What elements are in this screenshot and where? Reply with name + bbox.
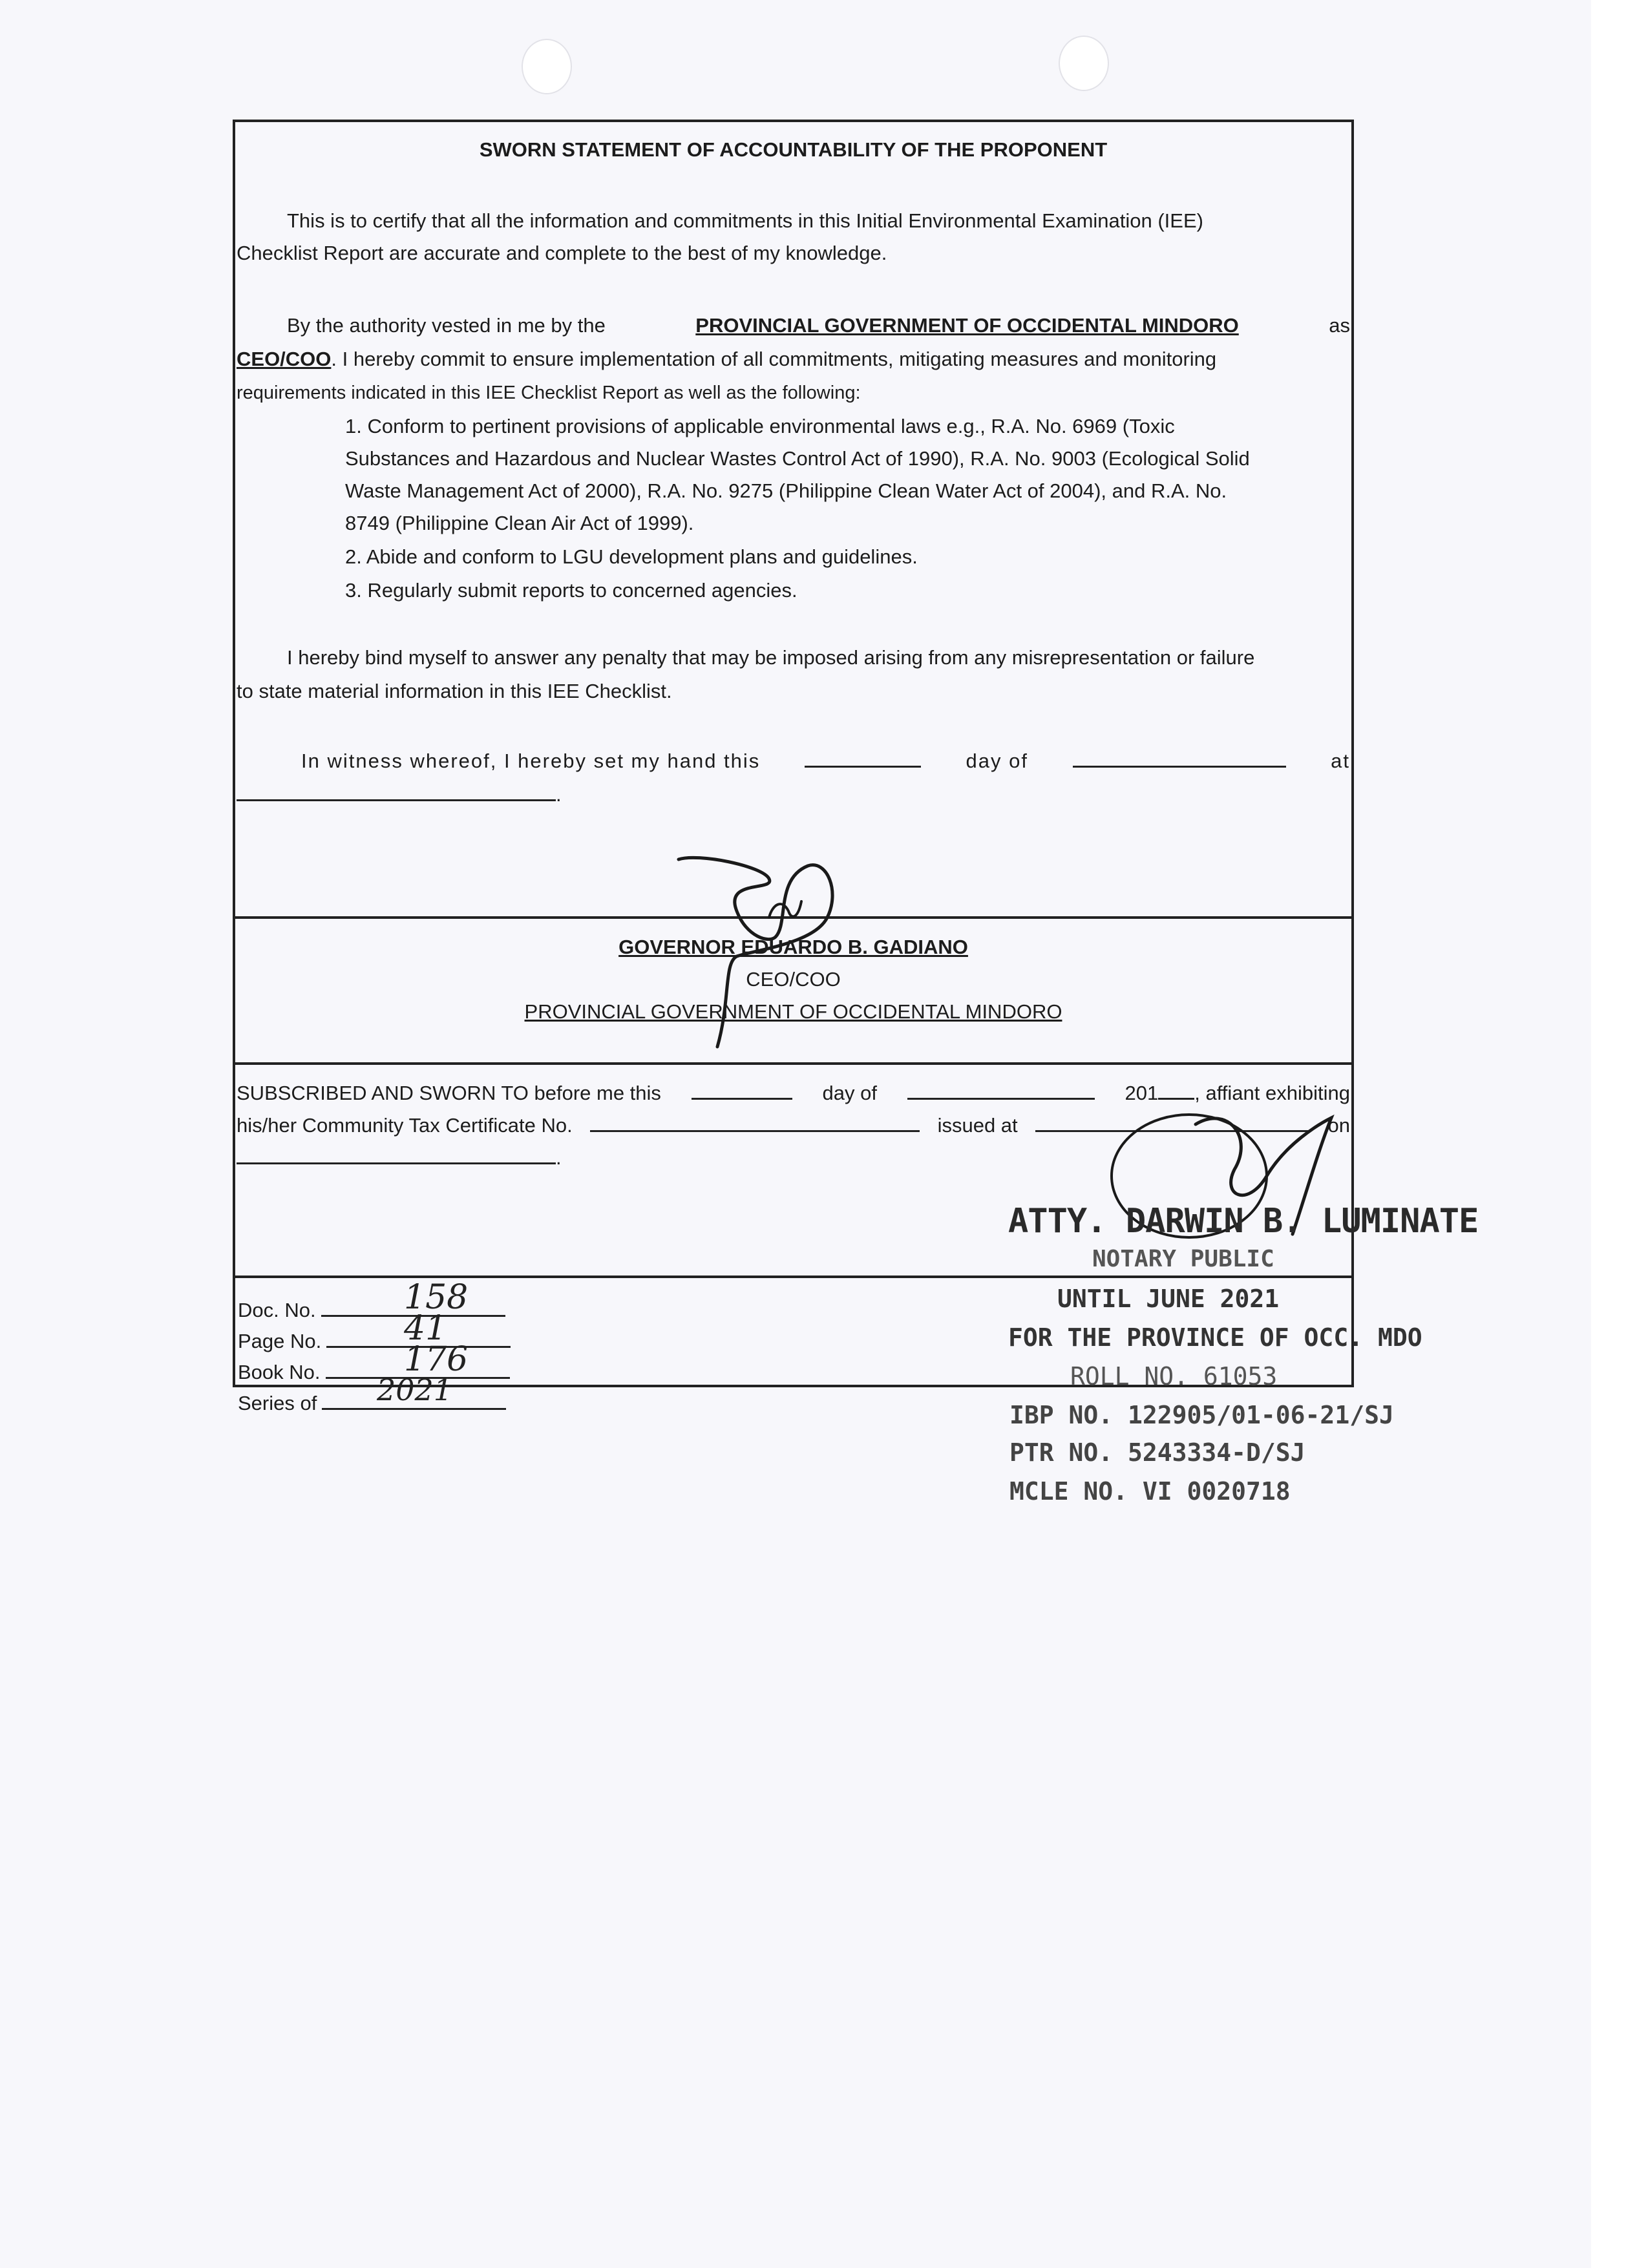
doc-no-value: 158 [404, 1278, 469, 1317]
witness-place-blank[interactable] [237, 781, 556, 801]
notary-stamp-until: UNTIL JUNE 2021 [1057, 1285, 1280, 1313]
jurat-month-blank[interactable] [907, 1080, 1095, 1100]
witness-period: . [556, 783, 562, 806]
commitment-1-line2: Substances and Hazardous and Nuclear Wastes Control Act of 1990), R.A. No. 9003 (Ecological Solid [345, 447, 1250, 470]
witness-dayof: day of [966, 750, 1028, 772]
jurat-day-blank[interactable] [692, 1080, 792, 1100]
series-row [238, 1387, 506, 1420]
para2-line3: requirements indicated in this IEE Checklist Report as well as the following: [237, 383, 861, 403]
para1-line2: Checklist Report are accurate and complete to the best of my knowledge. [237, 242, 887, 264]
signatory-name: GOVERNOR EDUARDO B. GADIANO [618, 936, 968, 958]
proponent-entity: PROVINCIAL GOVERNMENT OF OCCIDENTAL MINDORO [695, 314, 1239, 337]
witness-month-blank[interactable] [1073, 748, 1286, 768]
para2-line2 [237, 342, 1216, 376]
witness-at: at [1331, 750, 1350, 772]
para2-suffix: as [1329, 314, 1350, 337]
para3-line2: to state material information in this IEE Checklist. [237, 680, 672, 702]
series-label: Series of [238, 1392, 317, 1414]
para1-line1: This is to certify that all the information and commitments in this Initial Environmental Examination (IEE) [287, 209, 1203, 232]
notary-stamp-ptr: PTR NO. 5243334-D/SJ [1009, 1438, 1305, 1467]
page-no-label: Page No. [238, 1330, 322, 1352]
jurat-period: . [556, 1146, 562, 1169]
page-edge [1591, 0, 1648, 2268]
jurat-issued-at: issued at [937, 1114, 1018, 1137]
punch-hole-right [1059, 36, 1109, 91]
notary-stamp-role: NOTARY PUBLIC [1092, 1246, 1274, 1272]
notary-stamp-ibp: IBP NO. 122905/01-06-21/SJ [1009, 1401, 1394, 1429]
page-no-value: 41 [404, 1309, 447, 1348]
punch-hole-left [522, 39, 572, 94]
commitment-1-line4: 8749 (Philippine Clean Air Act of 1999). [345, 512, 694, 534]
notary-stamp-province: FOR THE PROVINCE OF OCC. MDO [1008, 1323, 1422, 1352]
signatory-office: PROVINCIAL GOVERNMENT OF OCCIDENTAL MINDORO [524, 1000, 1062, 1023]
page-no-row [238, 1325, 511, 1358]
jurat-date-blank[interactable] [237, 1144, 556, 1164]
witness-place-line [237, 778, 562, 812]
document-title: SWORN STATEMENT OF ACCOUNTABILITY OF THE PROPONENT [479, 138, 1108, 161]
series-value: 2021 [377, 1372, 453, 1407]
jurat-text: SUBSCRIBED AND SWORN TO before me this [237, 1082, 661, 1104]
proponent-role: CEO/COO [237, 348, 332, 370]
notary-stamp-roll: ROLL NO. 61053 [1070, 1362, 1278, 1391]
para3-line1: I hereby bind myself to answer any penalty that may be imposed arising from any misrepresentation or failure [287, 646, 1255, 669]
jurat-affiant: , affiant exhibiting [1194, 1082, 1350, 1104]
notary-stamp-mcle: MCLE NO. VI 0020718 [1009, 1477, 1291, 1506]
jurat-ctc-blank[interactable] [590, 1112, 920, 1132]
para2-line1 [287, 309, 1350, 342]
jurat-year-blank[interactable] [1158, 1080, 1194, 1100]
jurat-dayof: day of [822, 1082, 877, 1104]
commitment-1-line1: 1. Conform to pertinent provisions of applicable environmental laws e.g., R.A. No. 6969 (Toxic [345, 415, 1175, 437]
signatory-title: CEO/COO [746, 968, 841, 991]
commitment-1-line3: Waste Management Act of 2000), R.A. No. 9275 (Philippine Clean Water Act of 2004), and R.A. No. [345, 479, 1227, 502]
para2-commit: . I hereby commit to ensure implementation of all commitments, mitigating measures and monitoring [331, 348, 1217, 370]
commitment-3: 3. Regularly submit reports to concerned agencies. [345, 579, 798, 602]
doc-no-label: Doc. No. [238, 1299, 316, 1321]
jurat-year-prefix: 201 [1125, 1082, 1159, 1104]
witness-line [301, 744, 1350, 778]
notary-stamp-name: ATTY. DARWIN B. LUMINATE [1008, 1202, 1479, 1241]
book-no-row [238, 1356, 510, 1389]
jurat-on: on [1327, 1114, 1350, 1137]
witness-text: In witness whereof, I hereby set my hand this [301, 750, 761, 772]
para2-prefix: By the authority vested in me by the [287, 314, 606, 337]
jurat-line3 [237, 1141, 562, 1175]
book-no-value: 176 [404, 1340, 469, 1379]
book-no-label: Book No. [238, 1361, 321, 1383]
witness-day-blank[interactable] [805, 748, 921, 768]
commitment-2: 2. Abide and conform to LGU development plans and guidelines. [345, 545, 918, 568]
divider-notarial-top [233, 1276, 1354, 1278]
jurat-ctc-label: his/her Community Tax Certificate No. [237, 1114, 573, 1137]
